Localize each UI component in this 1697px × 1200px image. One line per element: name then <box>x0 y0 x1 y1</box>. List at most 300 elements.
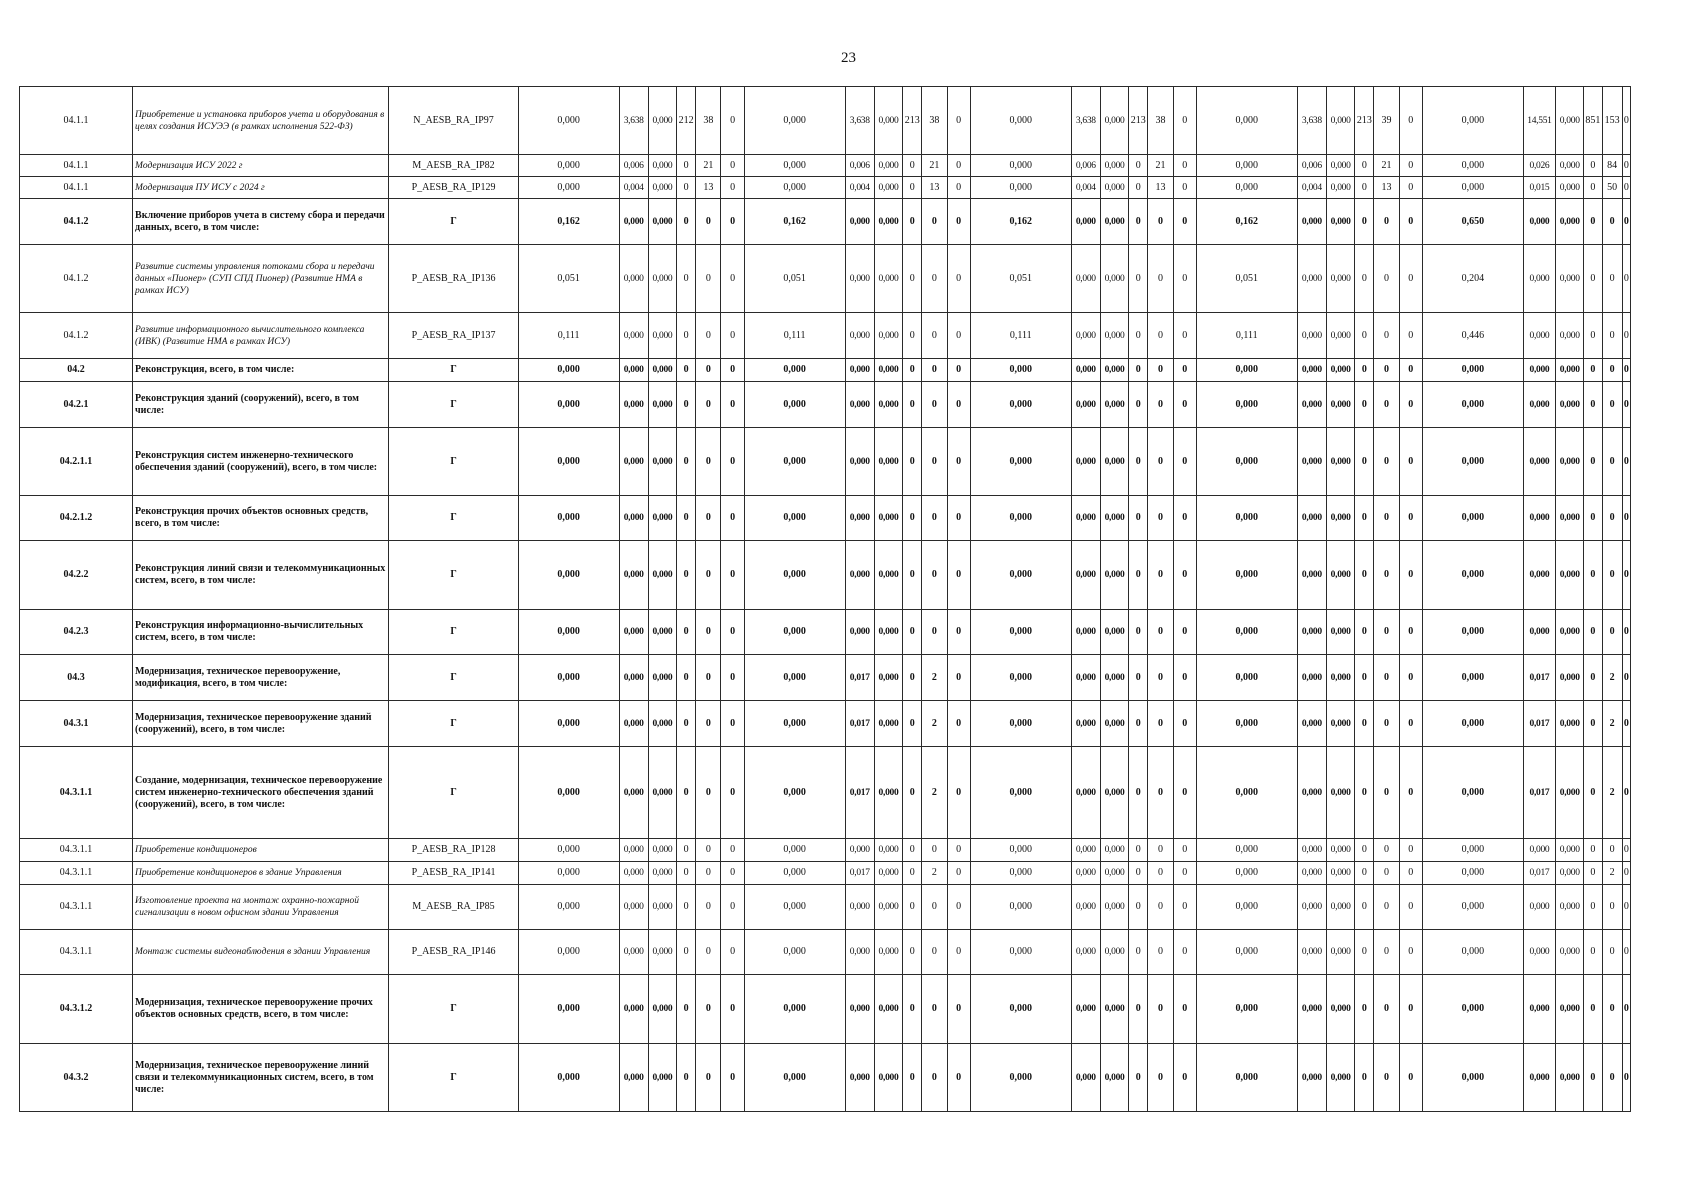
value-cell: 0,017 <box>1523 747 1555 839</box>
value-cell: 0 <box>947 359 970 382</box>
value-cell: 0 <box>1584 839 1602 862</box>
value-cell: 0 <box>1584 245 1602 313</box>
value-cell: 0 <box>677 975 696 1044</box>
value-cell: 0 <box>1129 382 1148 428</box>
value-cell: 0 <box>903 1044 922 1112</box>
value-cell: 0,051 <box>1196 245 1297 313</box>
value-cell: 0,000 <box>1422 496 1523 541</box>
value-cell: 0 <box>903 975 922 1044</box>
value-cell: 0,000 <box>1556 359 1584 382</box>
value-cell: 0,000 <box>1100 930 1128 975</box>
table-row <box>20 610 1631 655</box>
value-cell: 0 <box>1584 496 1602 541</box>
value-cell: 0 <box>922 610 947 655</box>
value-cell: 0 <box>1602 245 1622 313</box>
row-project-id: P_AESB_RA_IP136 <box>389 245 518 313</box>
value-cell: 0,000 <box>648 541 676 610</box>
value-cell: 0,000 <box>1196 1044 1297 1112</box>
value-cell: 0,000 <box>874 245 902 313</box>
row-project-id: Г <box>389 359 518 382</box>
value-cell: 0,000 <box>619 199 648 245</box>
value-cell: 0 <box>947 839 970 862</box>
value-cell: 0,000 <box>518 839 619 862</box>
value-cell: 0,004 <box>1071 177 1100 199</box>
value-cell: 0 <box>1602 975 1622 1044</box>
row-code: 04.2.1.1 <box>20 428 133 496</box>
value-cell: 0 <box>1584 155 1602 177</box>
value-cell: 0,000 <box>619 655 648 701</box>
value-cell: 0,000 <box>648 701 676 747</box>
value-cell: 851 <box>1584 87 1602 155</box>
value-cell: 0 <box>1129 177 1148 199</box>
value-cell: 0,000 <box>518 1044 619 1112</box>
value-cell: 0,000 <box>1196 382 1297 428</box>
value-cell: 3,638 <box>1297 87 1326 155</box>
value-cell: 0,000 <box>1071 496 1100 541</box>
value-cell: 2 <box>1602 747 1622 839</box>
value-cell: 0 <box>1129 655 1148 701</box>
value-cell: 0 <box>721 313 744 359</box>
value-cell: 0,000 <box>1071 313 1100 359</box>
value-cell: 0 <box>1374 839 1399 862</box>
value-cell: 0 <box>1129 541 1148 610</box>
value-cell: 0 <box>903 885 922 930</box>
value-cell: 0,000 <box>1297 701 1326 747</box>
value-cell: 0 <box>1129 245 1148 313</box>
value-cell: 0,000 <box>1196 701 1297 747</box>
value-cell: 0,000 <box>970 610 1071 655</box>
table-row <box>20 975 1631 1044</box>
value-cell: 0 <box>1173 839 1196 862</box>
value-cell: 0,000 <box>744 382 845 428</box>
value-cell: 0 <box>696 975 721 1044</box>
value-cell: 0,000 <box>648 1044 676 1112</box>
value-cell: 0,000 <box>1327 428 1355 496</box>
value-cell: 0,000 <box>1196 885 1297 930</box>
value-cell: 0,000 <box>1422 87 1523 155</box>
value-cell: 0 <box>1355 1044 1374 1112</box>
row-name: Модернизация, техническое перевооружение линий связи и телекоммуникационных систем, всего, в том числе: <box>133 1044 389 1112</box>
value-cell: 0 <box>696 610 721 655</box>
value-cell: 0 <box>1399 496 1422 541</box>
value-cell: 0,000 <box>619 885 648 930</box>
value-cell: 0,000 <box>1100 382 1128 428</box>
value-cell: 0,000 <box>845 1044 874 1112</box>
value-cell: 2 <box>922 655 947 701</box>
value-cell: 0,000 <box>1327 1044 1355 1112</box>
value-cell: 0,000 <box>1071 382 1100 428</box>
value-cell: 0 <box>1584 862 1602 885</box>
value-cell: 0 <box>1355 382 1374 428</box>
value-cell: 0 <box>1602 930 1622 975</box>
value-cell: 0 <box>1399 701 1422 747</box>
table-row <box>20 87 1631 155</box>
value-cell: 0,017 <box>845 655 874 701</box>
row-name: Модернизация, техническое перевооружение, модификация, всего, в том числе: <box>133 655 389 701</box>
value-cell: 0,000 <box>1100 839 1128 862</box>
value-cell: 0 <box>1622 747 1630 839</box>
value-cell: 0 <box>903 359 922 382</box>
value-cell: 0 <box>1173 541 1196 610</box>
value-cell: 0,000 <box>1556 655 1584 701</box>
value-cell: 0 <box>1355 930 1374 975</box>
value-cell: 0,000 <box>518 359 619 382</box>
value-cell: 0 <box>1148 885 1173 930</box>
value-cell: 0 <box>1148 382 1173 428</box>
value-cell: 0 <box>1173 862 1196 885</box>
value-cell: 0,000 <box>1556 839 1584 862</box>
value-cell: 0,446 <box>1422 313 1523 359</box>
value-cell: 0 <box>1173 930 1196 975</box>
value-cell: 0 <box>1622 975 1630 1044</box>
value-cell: 0 <box>922 313 947 359</box>
value-cell: 0 <box>1622 382 1630 428</box>
value-cell: 0 <box>1355 541 1374 610</box>
value-cell: 0 <box>696 428 721 496</box>
value-cell: 0,000 <box>1196 177 1297 199</box>
value-cell: 0 <box>1148 655 1173 701</box>
value-cell: 0 <box>903 382 922 428</box>
value-cell: 0,000 <box>845 839 874 862</box>
value-cell: 0,000 <box>1327 747 1355 839</box>
table-row <box>20 541 1631 610</box>
value-cell: 0,000 <box>518 428 619 496</box>
value-cell: 0 <box>1173 885 1196 930</box>
value-cell: 0 <box>1148 199 1173 245</box>
value-cell: 0 <box>1622 245 1630 313</box>
value-cell: 0,000 <box>874 313 902 359</box>
value-cell: 0,000 <box>1327 87 1355 155</box>
value-cell: 0,000 <box>1327 885 1355 930</box>
value-cell: 0,000 <box>1422 359 1523 382</box>
row-code: 04.3.1.1 <box>20 839 133 862</box>
value-cell: 0 <box>1622 862 1630 885</box>
value-cell: 0,000 <box>1100 655 1128 701</box>
value-cell: 0 <box>1129 839 1148 862</box>
value-cell: 0 <box>1622 541 1630 610</box>
value-cell: 0 <box>1602 1044 1622 1112</box>
value-cell: 0,000 <box>744 839 845 862</box>
value-cell: 0 <box>721 747 744 839</box>
value-cell: 0 <box>1584 313 1602 359</box>
table-row <box>20 199 1631 245</box>
table-row <box>20 701 1631 747</box>
value-cell: 0 <box>1399 541 1422 610</box>
value-cell: 0 <box>922 1044 947 1112</box>
value-cell: 0 <box>696 1044 721 1112</box>
value-cell: 0 <box>1602 610 1622 655</box>
value-cell: 0 <box>1374 975 1399 1044</box>
value-cell: 0,000 <box>970 930 1071 975</box>
value-cell: 0,000 <box>518 87 619 155</box>
value-cell: 213 <box>1355 87 1374 155</box>
value-cell: 0,000 <box>845 541 874 610</box>
value-cell: 0,000 <box>1327 155 1355 177</box>
value-cell: 0 <box>1622 428 1630 496</box>
value-cell: 0,000 <box>648 245 676 313</box>
value-cell: 0 <box>903 496 922 541</box>
value-cell: 0,000 <box>1556 747 1584 839</box>
value-cell: 0 <box>1148 359 1173 382</box>
value-cell: 0,000 <box>845 245 874 313</box>
value-cell: 0,000 <box>970 87 1071 155</box>
row-project-id: Г <box>389 496 518 541</box>
value-cell: 0,000 <box>648 199 676 245</box>
value-cell: 0,000 <box>518 975 619 1044</box>
value-cell: 0 <box>1622 930 1630 975</box>
value-cell: 0,000 <box>1523 1044 1555 1112</box>
value-cell: 0 <box>1148 701 1173 747</box>
row-project-id: Г <box>389 382 518 428</box>
value-cell: 0,000 <box>1196 747 1297 839</box>
value-cell: 0 <box>1148 245 1173 313</box>
value-cell: 0 <box>1173 313 1196 359</box>
value-cell: 0,000 <box>518 155 619 177</box>
value-cell: 0,000 <box>744 87 845 155</box>
value-cell: 0,000 <box>1100 496 1128 541</box>
value-cell: 0 <box>1374 610 1399 655</box>
value-cell: 0,000 <box>1422 885 1523 930</box>
row-project-id: P_AESB_RA_IP137 <box>389 313 518 359</box>
value-cell: 0 <box>696 930 721 975</box>
value-cell: 0 <box>947 701 970 747</box>
value-cell: 0 <box>1374 655 1399 701</box>
table-row <box>20 655 1631 701</box>
value-cell: 0 <box>1148 975 1173 1044</box>
value-cell: 0,015 <box>1523 177 1555 199</box>
value-cell: 0,000 <box>1523 930 1555 975</box>
value-cell: 13 <box>1374 177 1399 199</box>
value-cell: 0 <box>1173 199 1196 245</box>
value-cell: 0 <box>1622 155 1630 177</box>
value-cell: 0,000 <box>1422 155 1523 177</box>
row-project-id: Г <box>389 747 518 839</box>
row-project-id: P_AESB_RA_IP146 <box>389 930 518 975</box>
row-code: 04.3.1.1 <box>20 862 133 885</box>
value-cell: 0 <box>1374 496 1399 541</box>
value-cell: 0 <box>1355 428 1374 496</box>
row-name: Приобретение и установка приборов учета и оборудования в целях создания ИСУЭЭ (в рамках исполнения 522-ФЗ) <box>133 87 389 155</box>
value-cell: 0 <box>1173 610 1196 655</box>
value-cell: 0,000 <box>1196 930 1297 975</box>
value-cell: 0 <box>721 610 744 655</box>
value-cell: 0,000 <box>1100 1044 1128 1112</box>
value-cell: 0,000 <box>744 541 845 610</box>
value-cell: 0 <box>1355 313 1374 359</box>
value-cell: 0,006 <box>845 155 874 177</box>
value-cell: 0,000 <box>744 930 845 975</box>
value-cell: 0,000 <box>1556 382 1584 428</box>
value-cell: 0 <box>903 655 922 701</box>
value-cell: 0 <box>947 199 970 245</box>
value-cell: 0,000 <box>744 496 845 541</box>
value-cell: 0,000 <box>744 155 845 177</box>
value-cell: 0 <box>1173 382 1196 428</box>
row-name: Модернизация ПУ ИСУ с 2024 г <box>133 177 389 199</box>
value-cell: 0,000 <box>874 1044 902 1112</box>
row-code: 04.1.2 <box>20 313 133 359</box>
value-cell: 0 <box>1374 382 1399 428</box>
value-cell: 0,000 <box>1556 930 1584 975</box>
value-cell: 0,000 <box>619 496 648 541</box>
value-cell: 0,000 <box>874 747 902 839</box>
row-project-id: Г <box>389 1044 518 1112</box>
value-cell: 0,000 <box>1556 313 1584 359</box>
value-cell: 0,000 <box>1327 610 1355 655</box>
row-project-id: P_AESB_RA_IP129 <box>389 177 518 199</box>
value-cell: 0,000 <box>1071 885 1100 930</box>
value-cell: 0,000 <box>648 313 676 359</box>
value-cell: 0 <box>922 496 947 541</box>
value-cell: 0 <box>1129 428 1148 496</box>
value-cell: 0,111 <box>518 313 619 359</box>
value-cell: 0 <box>922 541 947 610</box>
row-code: 04.2.1 <box>20 382 133 428</box>
value-cell: 0,000 <box>874 655 902 701</box>
value-cell: 0 <box>1399 177 1422 199</box>
table-row <box>20 496 1631 541</box>
value-cell: 0 <box>903 177 922 199</box>
value-cell: 0,000 <box>1556 87 1584 155</box>
value-cell: 0,000 <box>518 885 619 930</box>
value-cell: 0,000 <box>744 428 845 496</box>
value-cell: 0 <box>1584 885 1602 930</box>
value-cell: 0,000 <box>744 975 845 1044</box>
value-cell: 0 <box>903 930 922 975</box>
value-cell: 0,000 <box>874 610 902 655</box>
value-cell: 0,000 <box>1071 610 1100 655</box>
value-cell: 0,000 <box>1556 862 1584 885</box>
value-cell: 0 <box>1399 199 1422 245</box>
value-cell: 0 <box>677 655 696 701</box>
value-cell: 0,000 <box>1422 610 1523 655</box>
value-cell: 0,000 <box>1071 862 1100 885</box>
value-cell: 0,000 <box>1100 155 1128 177</box>
value-cell: 0 <box>1584 655 1602 701</box>
value-cell: 0,000 <box>1071 747 1100 839</box>
value-cell: 0 <box>1129 155 1148 177</box>
value-cell: 0,000 <box>1196 428 1297 496</box>
value-cell: 0,000 <box>1196 839 1297 862</box>
table-row <box>20 313 1631 359</box>
value-cell: 0 <box>721 885 744 930</box>
value-cell: 0,000 <box>1327 862 1355 885</box>
value-cell: 0 <box>1602 885 1622 930</box>
value-cell: 0 <box>696 199 721 245</box>
row-project-id: N_AESB_RA_IP97 <box>389 87 518 155</box>
value-cell: 0 <box>1602 382 1622 428</box>
value-cell: 0 <box>677 885 696 930</box>
value-cell: 0,000 <box>874 885 902 930</box>
value-cell: 0 <box>1355 862 1374 885</box>
row-name: Реконструкция, всего, в том числе: <box>133 359 389 382</box>
value-cell: 0 <box>947 87 970 155</box>
value-cell: 0 <box>677 747 696 839</box>
value-cell: 0 <box>947 862 970 885</box>
value-cell: 0,000 <box>1297 1044 1326 1112</box>
value-cell: 0 <box>677 245 696 313</box>
value-cell: 0,000 <box>619 1044 648 1112</box>
value-cell: 0,000 <box>648 177 676 199</box>
page-number: 23 <box>841 50 856 66</box>
value-cell: 0 <box>1399 155 1422 177</box>
value-cell: 0 <box>1374 359 1399 382</box>
value-cell: 0 <box>677 177 696 199</box>
value-cell: 0 <box>1129 313 1148 359</box>
value-cell: 0,000 <box>1100 428 1128 496</box>
value-cell: 0 <box>696 382 721 428</box>
value-cell: 0,000 <box>518 541 619 610</box>
value-cell: 0 <box>1129 747 1148 839</box>
row-name: Развитие системы управления потоками сбора и передачи данных «Пионер» (СУП СПД Пионер) (Развитие НМА в рамках ИСУ) <box>133 245 389 313</box>
value-cell: 0,000 <box>1523 885 1555 930</box>
value-cell: 0,000 <box>518 655 619 701</box>
value-cell: 0 <box>903 839 922 862</box>
value-cell: 0,006 <box>1071 155 1100 177</box>
value-cell: 0,000 <box>1100 862 1128 885</box>
row-project-id: Г <box>389 975 518 1044</box>
value-cell: 0 <box>696 862 721 885</box>
value-cell: 0 <box>1399 885 1422 930</box>
value-cell: 0 <box>1602 199 1622 245</box>
table-row <box>20 1044 1631 1112</box>
table-row <box>20 245 1631 313</box>
value-cell: 0,000 <box>845 610 874 655</box>
value-cell: 0 <box>677 359 696 382</box>
value-cell: 0,000 <box>1327 701 1355 747</box>
value-cell: 0,000 <box>1100 885 1128 930</box>
value-cell: 0 <box>721 655 744 701</box>
value-cell: 0,000 <box>1422 382 1523 428</box>
value-cell: 0 <box>1399 428 1422 496</box>
value-cell: 0,000 <box>874 87 902 155</box>
value-cell: 0,000 <box>1071 655 1100 701</box>
value-cell: 0 <box>721 839 744 862</box>
value-cell: 0,000 <box>648 839 676 862</box>
value-cell: 0 <box>721 975 744 1044</box>
value-cell: 0,000 <box>845 930 874 975</box>
row-project-id: M_AESB_RA_IP82 <box>389 155 518 177</box>
value-cell: 0,000 <box>874 541 902 610</box>
value-cell: 0,000 <box>874 975 902 1044</box>
value-cell: 0,000 <box>648 155 676 177</box>
row-project-id: Г <box>389 655 518 701</box>
value-cell: 3,638 <box>619 87 648 155</box>
value-cell: 0 <box>1374 313 1399 359</box>
value-cell: 0,000 <box>744 701 845 747</box>
value-cell: 0,051 <box>744 245 845 313</box>
value-cell: 0,000 <box>845 428 874 496</box>
value-cell: 0 <box>1584 701 1602 747</box>
value-cell: 0 <box>1148 496 1173 541</box>
value-cell: 0 <box>1622 839 1630 862</box>
value-cell: 0,000 <box>1100 701 1128 747</box>
value-cell: 0 <box>721 1044 744 1112</box>
value-cell: 0,000 <box>874 701 902 747</box>
value-cell: 0,000 <box>648 747 676 839</box>
row-code: 04.3.1 <box>20 701 133 747</box>
value-cell: 213 <box>903 87 922 155</box>
value-cell: 0,000 <box>1100 245 1128 313</box>
value-cell: 0,000 <box>1327 359 1355 382</box>
value-cell: 0 <box>1584 930 1602 975</box>
value-cell: 0,000 <box>1422 839 1523 862</box>
value-cell: 0,000 <box>1556 496 1584 541</box>
value-cell: 13 <box>922 177 947 199</box>
value-cell: 0,017 <box>1523 655 1555 701</box>
value-cell: 0,000 <box>1071 359 1100 382</box>
row-code: 04.1.1 <box>20 177 133 199</box>
